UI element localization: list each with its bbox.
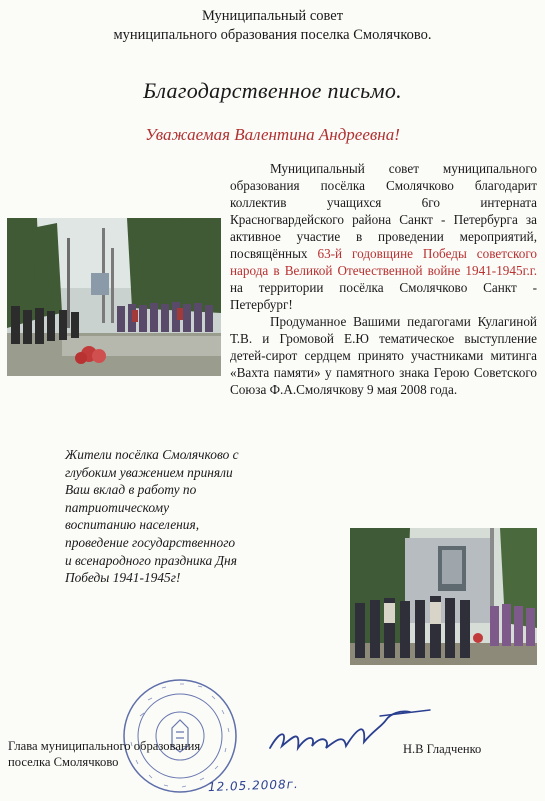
body-p1-start: Муниципальный совет муниципального образования посёлка Смолячково благодарит коллектив учащихся 6го интерната Красногвардейского района Санкт - Петербурга за активное участие в проведении мероприятий, посвящённых xyxy=(230,161,537,261)
body-paragraph-1 xyxy=(230,160,537,313)
body-paragraph-2: Продуманное Вашими педагогами Кулагиной Т.В. и Громовой Е.Ю тематическое выступление детей-сирот сердцем принято участниками митинга «Вахта памяти» у памятного знака Герою Советского Союза Ф.А.Смолячкову 9 мая 2008 года. xyxy=(230,314,537,397)
signatory-title: Глава муниципального образования поселка Смолячково xyxy=(8,739,201,769)
salutation: Уважаемая Валентина Андреевна! xyxy=(145,125,400,144)
body-p1-highlight: 63-й годовщине Победы советского народа в Великой Отечественной войне 1941-1945г.г. xyxy=(230,246,537,278)
photo-ceremony-crowd xyxy=(7,218,221,376)
header-line-1: Муниципальный совет xyxy=(201,8,344,24)
residents-message: Жители посёлка Смолячково с глубоким уважением приняли Ваш вклад в работу по патриотическому воспитанию населения, проведение государственного и всенародного праздника Дня Победы 1941-1945г! xyxy=(65,447,239,586)
letter-title: Благодарственное письмо. xyxy=(143,78,402,103)
official-seal-stamp xyxy=(120,676,240,796)
signatory-name: Н.В Гладченко xyxy=(403,742,482,756)
handwritten-date: 12.05.2008г. xyxy=(207,776,299,795)
photo-monument-children xyxy=(350,528,537,665)
header-line-2: муниципального образования поселка Смолячково. xyxy=(113,27,432,43)
body-p1-end: на территории посёлка Смолячково Санкт - Петербург! xyxy=(230,280,537,312)
letter-body xyxy=(230,160,537,398)
